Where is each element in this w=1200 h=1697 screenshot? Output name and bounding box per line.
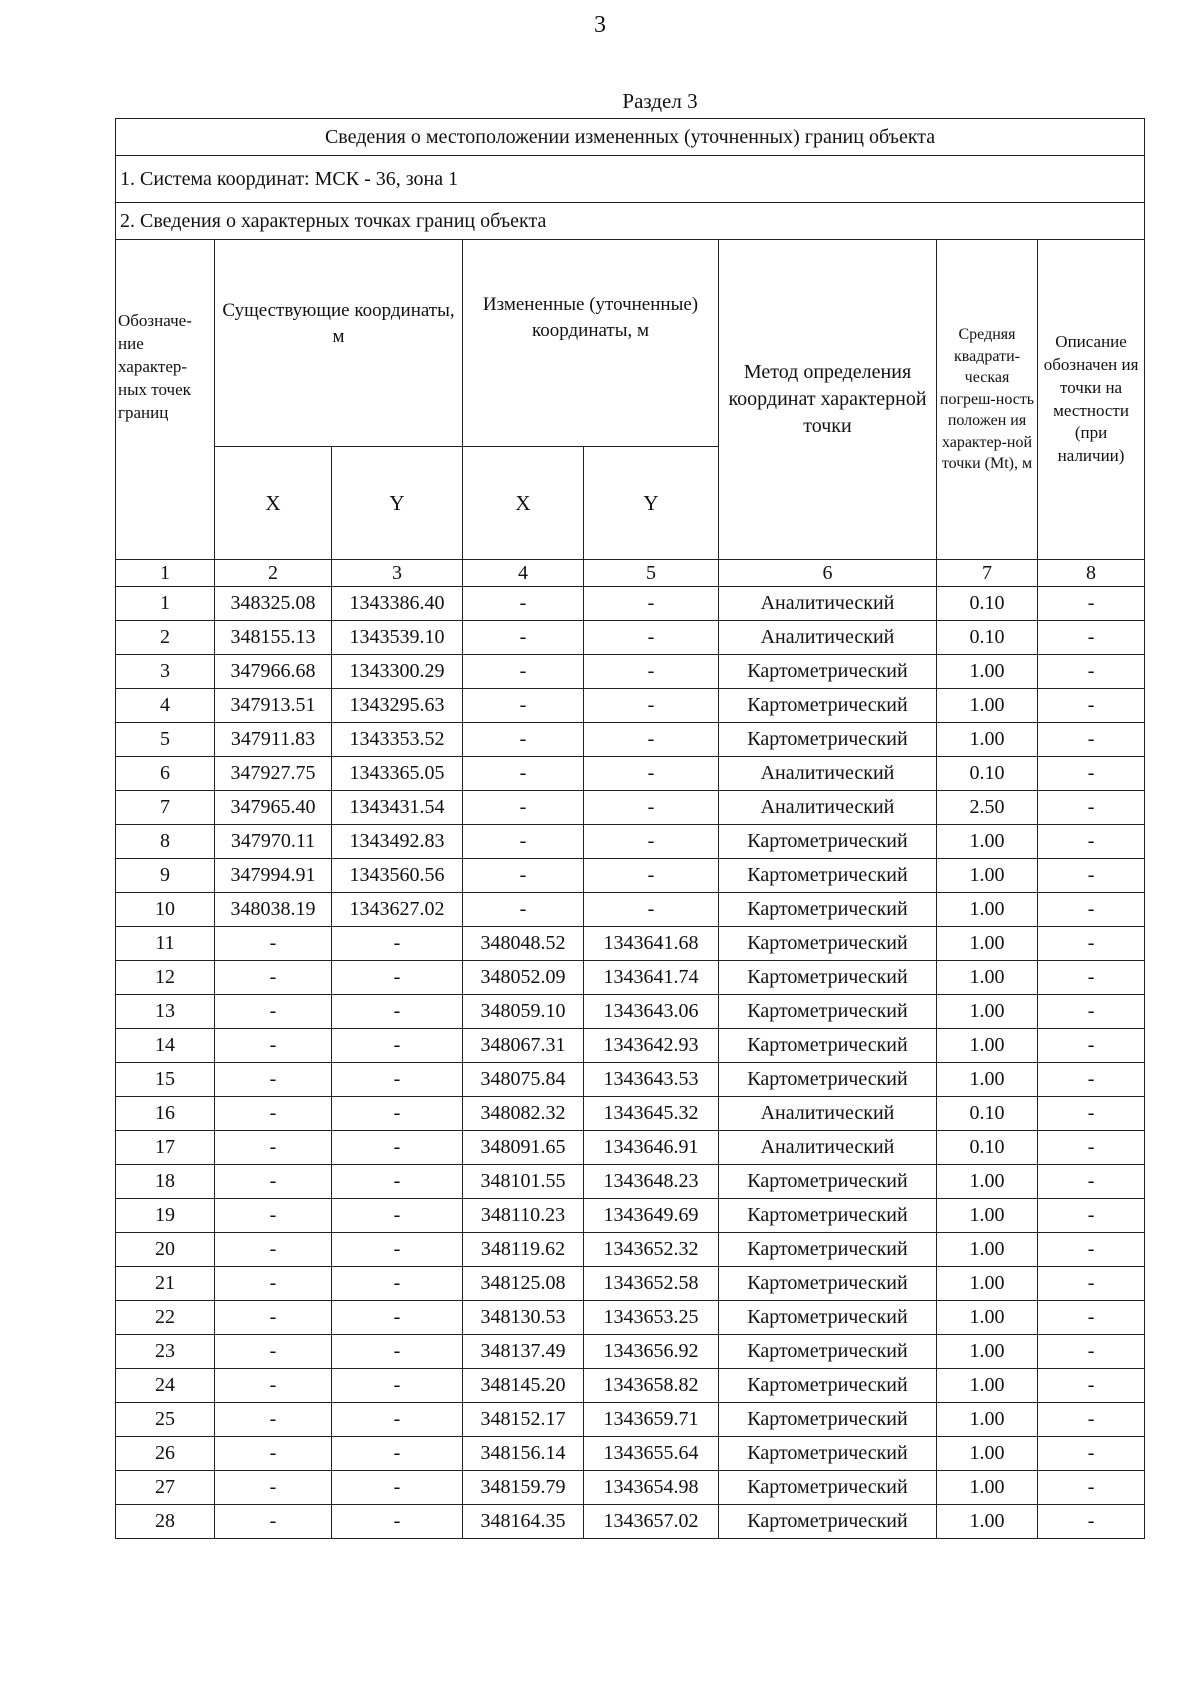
table-row [116, 587, 1145, 621]
cell-description: - [1038, 1165, 1145, 1199]
cell-existing-y: - [332, 1403, 463, 1437]
cell-changed-x: - [463, 587, 584, 621]
cell-changed-y: 1343654.98 [584, 1471, 719, 1505]
table-row [116, 1301, 1145, 1335]
cell-method: Картометрический [719, 1369, 937, 1403]
cell-description: - [1038, 1505, 1145, 1539]
cell-description: - [1038, 1437, 1145, 1471]
cell-changed-y: 1343648.23 [584, 1165, 719, 1199]
cell-method: Картометрический [719, 655, 937, 689]
column-number: 2 [215, 560, 332, 587]
cell-existing-y: - [332, 1471, 463, 1505]
cell-description: - [1038, 1131, 1145, 1165]
cell-error: 1.00 [937, 1267, 1038, 1301]
cell-description: - [1038, 961, 1145, 995]
cell-changed-x: 348156.14 [463, 1437, 584, 1471]
cell-method: Аналитический [719, 1131, 937, 1165]
cell-description: - [1038, 1199, 1145, 1233]
cell-existing-x: - [215, 1267, 332, 1301]
cell-description: - [1038, 825, 1145, 859]
cell-changed-x: 348048.52 [463, 927, 584, 961]
cell-point-number: 15 [116, 1063, 215, 1097]
cell-error: 1.00 [937, 893, 1038, 927]
table-row [116, 859, 1145, 893]
cell-existing-y: 1343353.52 [332, 723, 463, 757]
cell-changed-y: - [584, 893, 719, 927]
column-number: 6 [719, 560, 937, 587]
cell-changed-x: - [463, 893, 584, 927]
cell-method: Картометрический [719, 1505, 937, 1539]
cell-changed-y: - [584, 655, 719, 689]
cell-existing-y: - [332, 1335, 463, 1369]
cell-changed-y: 1343643.53 [584, 1063, 719, 1097]
cell-changed-y: 1343641.74 [584, 961, 719, 995]
cell-changed-y: 1343641.68 [584, 927, 719, 961]
cell-changed-x: 348119.62 [463, 1233, 584, 1267]
cell-changed-x: - [463, 791, 584, 825]
cell-point-number: 25 [116, 1403, 215, 1437]
cell-error: 1.00 [937, 689, 1038, 723]
cell-point-number: 19 [116, 1199, 215, 1233]
header-existing: Существующие координаты, м [215, 240, 463, 447]
table-row [116, 655, 1145, 689]
cell-error: 1.00 [937, 995, 1038, 1029]
cell-point-number: 8 [116, 825, 215, 859]
cell-existing-y: - [332, 1369, 463, 1403]
cell-existing-y: 1343431.54 [332, 791, 463, 825]
coordinates-table [115, 118, 1145, 1539]
table-row [116, 791, 1145, 825]
cell-error: 1.00 [937, 927, 1038, 961]
cell-existing-x: - [215, 961, 332, 995]
cell-changed-x: 348082.32 [463, 1097, 584, 1131]
cell-error: 1.00 [937, 1369, 1038, 1403]
cell-point-number: 10 [116, 893, 215, 927]
cell-existing-y: - [332, 1029, 463, 1063]
cell-changed-y: 1343643.06 [584, 995, 719, 1029]
cell-existing-x: - [215, 927, 332, 961]
cell-changed-y: - [584, 723, 719, 757]
cell-point-number: 16 [116, 1097, 215, 1131]
header-error: Средняя квадрати-ческая погреш-ность положен ия характер-ной точки (Mt), м [937, 240, 1038, 560]
cell-existing-x: 347994.91 [215, 859, 332, 893]
table-title: Сведения о местоположении измененных (уточненных) границ объекта [116, 119, 1145, 156]
column-number: 8 [1038, 560, 1145, 587]
cell-changed-x: - [463, 859, 584, 893]
cell-existing-x: - [215, 1505, 332, 1539]
cell-point-number: 5 [116, 723, 215, 757]
cell-changed-y: 1343656.92 [584, 1335, 719, 1369]
cell-changed-y: - [584, 689, 719, 723]
cell-error: 2.50 [937, 791, 1038, 825]
cell-changed-x: - [463, 689, 584, 723]
cell-point-number: 1 [116, 587, 215, 621]
cell-existing-x: - [215, 1335, 332, 1369]
table-row [116, 757, 1145, 791]
cell-error: 0.10 [937, 1131, 1038, 1165]
cell-point-number: 4 [116, 689, 215, 723]
cell-method: Аналитический [719, 621, 937, 655]
table-row [116, 1403, 1145, 1437]
table-row [116, 825, 1145, 859]
cell-existing-x: - [215, 1403, 332, 1437]
table-row [116, 723, 1145, 757]
table-row [116, 1267, 1145, 1301]
coordinate-system: 1. Система координат: МСК - 36, зона 1 [116, 156, 1145, 203]
cell-point-number: 12 [116, 961, 215, 995]
cell-existing-x: - [215, 1199, 332, 1233]
section-title: Раздел 3 [622, 89, 698, 113]
cell-error: 1.00 [937, 859, 1038, 893]
cell-method: Картометрический [719, 1063, 937, 1097]
cell-error: 0.10 [937, 1097, 1038, 1131]
table-row [116, 995, 1145, 1029]
cell-existing-y: 1343365.05 [332, 757, 463, 791]
cell-changed-y: 1343659.71 [584, 1403, 719, 1437]
cell-error: 1.00 [937, 1165, 1038, 1199]
cell-method: Картометрический [719, 995, 937, 1029]
cell-method: Картометрический [719, 1437, 937, 1471]
cell-changed-y: - [584, 825, 719, 859]
column-number: 1 [116, 560, 215, 587]
cell-point-number: 18 [116, 1165, 215, 1199]
cell-existing-y: - [332, 1199, 463, 1233]
column-number: 7 [937, 560, 1038, 587]
cell-error: 1.00 [937, 1199, 1038, 1233]
cell-description: - [1038, 1369, 1145, 1403]
table-row [116, 1233, 1145, 1267]
cell-method: Картометрический [719, 1403, 937, 1437]
page-number: 3 [594, 12, 606, 38]
table-row [116, 1369, 1145, 1403]
cell-error: 0.10 [937, 621, 1038, 655]
cell-existing-y: 1343386.40 [332, 587, 463, 621]
cell-point-number: 26 [116, 1437, 215, 1471]
cell-existing-y: - [332, 1233, 463, 1267]
cell-existing-x: 348155.13 [215, 621, 332, 655]
cell-method: Картометрический [719, 723, 937, 757]
cell-description: - [1038, 1301, 1145, 1335]
cell-changed-y: 1343649.69 [584, 1199, 719, 1233]
cell-point-number: 11 [116, 927, 215, 961]
column-number: 3 [332, 560, 463, 587]
cell-changed-y: 1343652.58 [584, 1267, 719, 1301]
cell-description: - [1038, 995, 1145, 1029]
cell-changed-x: 348101.55 [463, 1165, 584, 1199]
cell-point-number: 21 [116, 1267, 215, 1301]
cell-existing-y: - [332, 1097, 463, 1131]
table-row [116, 1437, 1145, 1471]
cell-existing-x: 347966.68 [215, 655, 332, 689]
cell-description: - [1038, 723, 1145, 757]
cell-description: - [1038, 893, 1145, 927]
cell-existing-y: - [332, 1437, 463, 1471]
column-number: 4 [463, 560, 584, 587]
cell-changed-x: - [463, 825, 584, 859]
cell-method: Картометрический [719, 689, 937, 723]
cell-error: 1.00 [937, 655, 1038, 689]
cell-existing-x: - [215, 1437, 332, 1471]
cell-existing-y: 1343295.63 [332, 689, 463, 723]
cell-changed-y: 1343657.02 [584, 1505, 719, 1539]
cell-error: 0.10 [937, 587, 1038, 621]
cell-existing-x: - [215, 1063, 332, 1097]
cell-point-number: 27 [116, 1471, 215, 1505]
cell-existing-x: - [215, 995, 332, 1029]
cell-changed-y: - [584, 621, 719, 655]
cell-existing-x: 347913.51 [215, 689, 332, 723]
cell-changed-x: 348125.08 [463, 1267, 584, 1301]
cell-point-number: 2 [116, 621, 215, 655]
cell-point-number: 9 [116, 859, 215, 893]
cell-description: - [1038, 859, 1145, 893]
cell-existing-y: - [332, 1063, 463, 1097]
cell-existing-x: - [215, 1369, 332, 1403]
table-row [116, 1505, 1145, 1539]
cell-changed-x: 348052.09 [463, 961, 584, 995]
cell-changed-x: 348152.17 [463, 1403, 584, 1437]
cell-description: - [1038, 1471, 1145, 1505]
header-changed-x: X [463, 447, 584, 560]
cell-description: - [1038, 1063, 1145, 1097]
cell-method: Аналитический [719, 587, 937, 621]
cell-description: - [1038, 621, 1145, 655]
cell-changed-x: 348067.31 [463, 1029, 584, 1063]
cell-error: 1.00 [937, 1437, 1038, 1471]
cell-existing-x: - [215, 1165, 332, 1199]
cell-existing-x: - [215, 1029, 332, 1063]
cell-description: - [1038, 757, 1145, 791]
cell-description: - [1038, 1097, 1145, 1131]
cell-method: Картометрический [719, 893, 937, 927]
cell-error: 1.00 [937, 723, 1038, 757]
cell-changed-x: 348130.53 [463, 1301, 584, 1335]
cell-error: 1.00 [937, 1233, 1038, 1267]
cell-point-number: 14 [116, 1029, 215, 1063]
cell-method: Картометрический [719, 1165, 937, 1199]
cell-changed-x: - [463, 621, 584, 655]
table-row [116, 1063, 1145, 1097]
cell-existing-y: 1343492.83 [332, 825, 463, 859]
cell-description: - [1038, 689, 1145, 723]
cell-existing-y: 1343300.29 [332, 655, 463, 689]
header-existing-y: Y [332, 447, 463, 560]
cell-description: - [1038, 1267, 1145, 1301]
cell-existing-y: - [332, 1301, 463, 1335]
cell-existing-x: 347911.83 [215, 723, 332, 757]
cell-method: Картометрический [719, 1233, 937, 1267]
cell-existing-x: - [215, 1301, 332, 1335]
table-row [116, 893, 1145, 927]
cell-changed-x: 348091.65 [463, 1131, 584, 1165]
cell-description: - [1038, 1403, 1145, 1437]
cell-changed-x: - [463, 723, 584, 757]
cell-changed-x: 348159.79 [463, 1471, 584, 1505]
header-changed-y: Y [584, 447, 719, 560]
cell-changed-y: 1343642.93 [584, 1029, 719, 1063]
table-row [116, 1335, 1145, 1369]
cell-changed-y: 1343645.32 [584, 1097, 719, 1131]
cell-existing-x: 348325.08 [215, 587, 332, 621]
cell-error: 1.00 [937, 1471, 1038, 1505]
cell-changed-x: 348145.20 [463, 1369, 584, 1403]
cell-changed-y: 1343653.25 [584, 1301, 719, 1335]
cell-changed-x: 348059.10 [463, 995, 584, 1029]
cell-method: Картометрический [719, 1267, 937, 1301]
cell-point-number: 13 [116, 995, 215, 1029]
table-row [116, 689, 1145, 723]
cell-existing-x: 347927.75 [215, 757, 332, 791]
cell-changed-y: 1343646.91 [584, 1131, 719, 1165]
cell-description: - [1038, 791, 1145, 825]
cell-existing-x: - [215, 1131, 332, 1165]
table-row [116, 1471, 1145, 1505]
cell-changed-y: - [584, 757, 719, 791]
cell-existing-x: 347965.40 [215, 791, 332, 825]
column-numbers-row [116, 560, 1145, 587]
cell-existing-y: - [332, 1505, 463, 1539]
cell-changed-x: - [463, 655, 584, 689]
table-row [116, 927, 1145, 961]
cell-description: - [1038, 1029, 1145, 1063]
cell-description: - [1038, 1233, 1145, 1267]
header-description: Описание обозначен ия точки на местности (при наличии) [1038, 240, 1145, 560]
cell-description: - [1038, 587, 1145, 621]
cell-existing-y: 1343539.10 [332, 621, 463, 655]
cell-point-number: 22 [116, 1301, 215, 1335]
cell-error: 1.00 [937, 825, 1038, 859]
points-section-title: 2. Сведения о характерных точках границ объекта [116, 203, 1145, 240]
cell-method: Аналитический [719, 1097, 937, 1131]
cell-error: 1.00 [937, 1403, 1038, 1437]
cell-point-number: 24 [116, 1369, 215, 1403]
cell-changed-x: 348137.49 [463, 1335, 584, 1369]
cell-method: Картометрический [719, 1029, 937, 1063]
cell-existing-x: 347970.11 [215, 825, 332, 859]
cell-error: 1.00 [937, 961, 1038, 995]
cell-changed-y: 1343658.82 [584, 1369, 719, 1403]
cell-method: Картометрический [719, 1199, 937, 1233]
cell-point-number: 23 [116, 1335, 215, 1369]
header-existing-x: X [215, 447, 332, 560]
cell-point-number: 17 [116, 1131, 215, 1165]
cell-point-number: 6 [116, 757, 215, 791]
cell-existing-x: - [215, 1097, 332, 1131]
cell-existing-y: - [332, 1267, 463, 1301]
cell-existing-y: 1343560.56 [332, 859, 463, 893]
header-method: Метод определения координат характерной точки [719, 240, 937, 560]
table-row [116, 621, 1145, 655]
cell-existing-y: - [332, 1165, 463, 1199]
cell-error: 1.00 [937, 1063, 1038, 1097]
cell-method: Картометрический [719, 927, 937, 961]
cell-existing-x: - [215, 1471, 332, 1505]
cell-existing-y: - [332, 995, 463, 1029]
cell-changed-y: - [584, 859, 719, 893]
cell-error: 1.00 [937, 1301, 1038, 1335]
header-designation: Обозначе-ние характер-ных точек границ [116, 240, 215, 560]
cell-changed-x: - [463, 757, 584, 791]
cell-method: Картометрический [719, 1301, 937, 1335]
table-row [116, 1165, 1145, 1199]
table-row [116, 1131, 1145, 1165]
cell-error: 1.00 [937, 1335, 1038, 1369]
cell-changed-y: - [584, 791, 719, 825]
cell-description: - [1038, 1335, 1145, 1369]
column-number: 5 [584, 560, 719, 587]
cell-changed-x: 348110.23 [463, 1199, 584, 1233]
cell-existing-y: - [332, 927, 463, 961]
cell-existing-y: - [332, 961, 463, 995]
table-row [116, 1029, 1145, 1063]
cell-point-number: 7 [116, 791, 215, 825]
cell-error: 0.10 [937, 757, 1038, 791]
cell-error: 1.00 [937, 1029, 1038, 1063]
cell-description: - [1038, 927, 1145, 961]
cell-changed-y: - [584, 587, 719, 621]
cell-changed-x: 348075.84 [463, 1063, 584, 1097]
table-row [116, 961, 1145, 995]
cell-existing-x: - [215, 1233, 332, 1267]
cell-point-number: 28 [116, 1505, 215, 1539]
cell-method: Аналитический [719, 791, 937, 825]
header-changed: Измененные (уточненные) координаты, м [463, 240, 719, 447]
cell-method: Картометрический [719, 1471, 937, 1505]
cell-changed-y: 1343655.64 [584, 1437, 719, 1471]
cell-existing-x: 348038.19 [215, 893, 332, 927]
cell-method: Картометрический [719, 859, 937, 893]
table-row [116, 1097, 1145, 1131]
cell-description: - [1038, 655, 1145, 689]
cell-existing-y: - [332, 1131, 463, 1165]
cell-method: Картометрический [719, 825, 937, 859]
cell-method: Аналитический [719, 757, 937, 791]
cell-method: Картометрический [719, 961, 937, 995]
cell-point-number: 20 [116, 1233, 215, 1267]
cell-existing-y: 1343627.02 [332, 893, 463, 927]
cell-error: 1.00 [937, 1505, 1038, 1539]
cell-point-number: 3 [116, 655, 215, 689]
cell-method: Картометрический [719, 1335, 937, 1369]
table-row [116, 1199, 1145, 1233]
cell-changed-x: 348164.35 [463, 1505, 584, 1539]
cell-changed-y: 1343652.32 [584, 1233, 719, 1267]
